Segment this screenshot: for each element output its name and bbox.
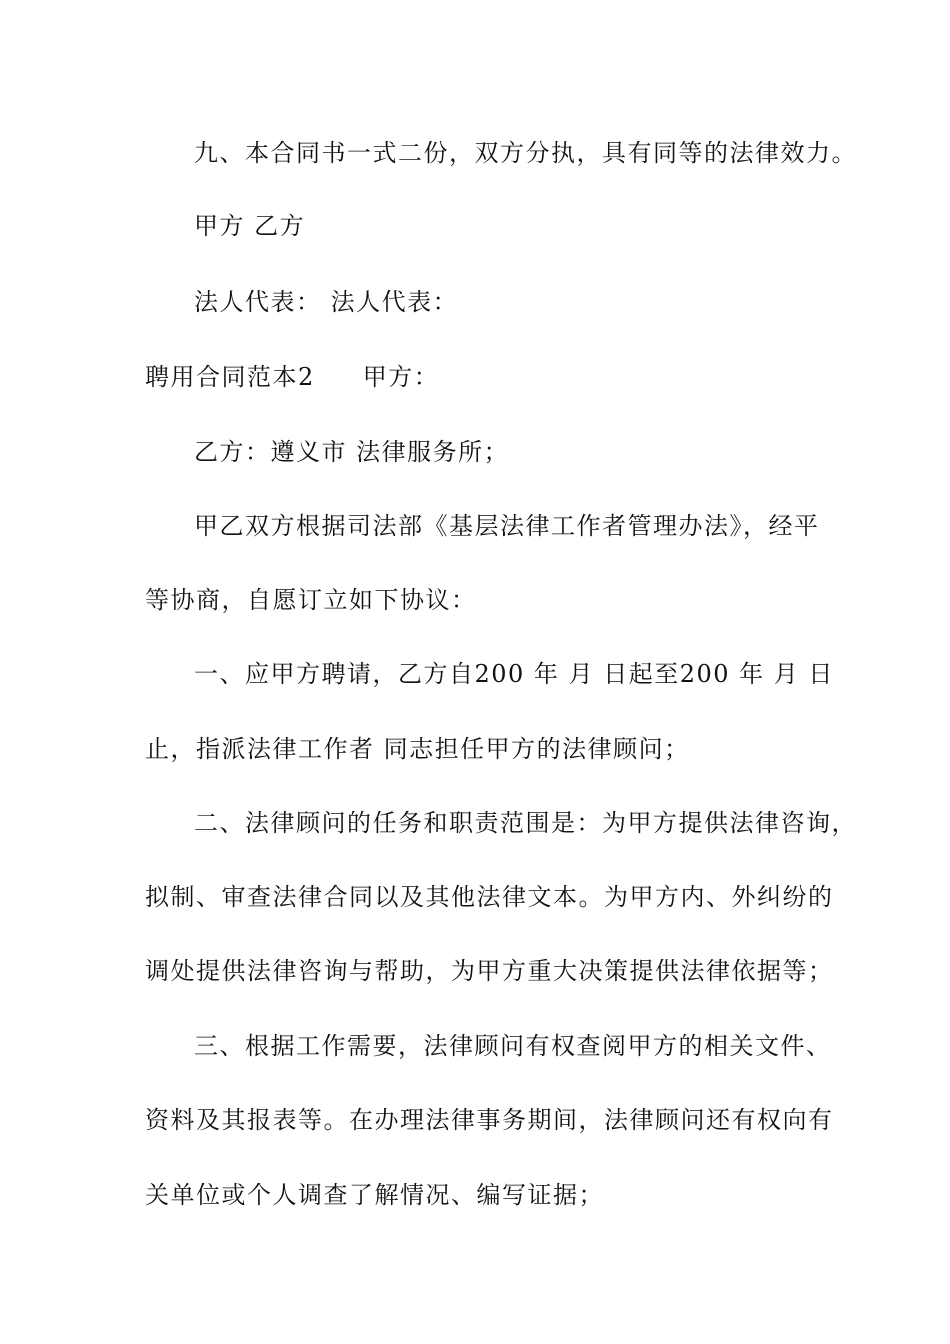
contract-title: 聘用合同范本2 — [145, 363, 315, 391]
preamble-line-2: 等协商，自愿订立如下协议： — [145, 586, 477, 614]
clause-two-line-3: 调处提供法律咨询与帮助，为甲方重大决策提供法律依据等； — [145, 957, 834, 985]
clause-three-line-3: 关单位或个人调查了解情况、编写证据； — [145, 1181, 604, 1209]
party-a-label: 甲方： — [362, 363, 440, 391]
clause-nine: 九、本合同书一式二份，双方分执，具有同等的法律效力。 — [194, 139, 857, 167]
clause-two-line-2: 拟制、审查法律合同以及其他法律文本。为甲方内、外纠纷的 — [145, 883, 834, 911]
legal-representative-labels: 法人代表： 法人代表： — [194, 288, 459, 316]
party-labels: 甲方 乙方 — [194, 212, 306, 240]
contract-heading-line — [145, 362, 439, 392]
clause-two-line-1: 二、法律顾问的任务和职责范围是：为甲方提供法律咨询， — [194, 809, 857, 837]
clause-three-line-1: 三、根据工作需要，法律顾问有权查阅甲方的相关文件、 — [194, 1032, 832, 1060]
clause-three-line-2: 资料及其报表等。在办理法律事务期间，法律顾问还有权向有 — [145, 1106, 834, 1134]
preamble-line-1: 甲乙双方根据司法部《基层法律工作者管理办法》，经平 — [194, 512, 820, 540]
clause-one-line-2: 止，指派法律工作者 同志担任甲方的法律顾问； — [145, 735, 690, 763]
party-b-line: 乙方：遵义市 法律服务所； — [194, 438, 510, 466]
clause-one-line-1: 一、应甲方聘请，乙方自200 年 月 日起至200 年 月 日 — [194, 660, 834, 688]
